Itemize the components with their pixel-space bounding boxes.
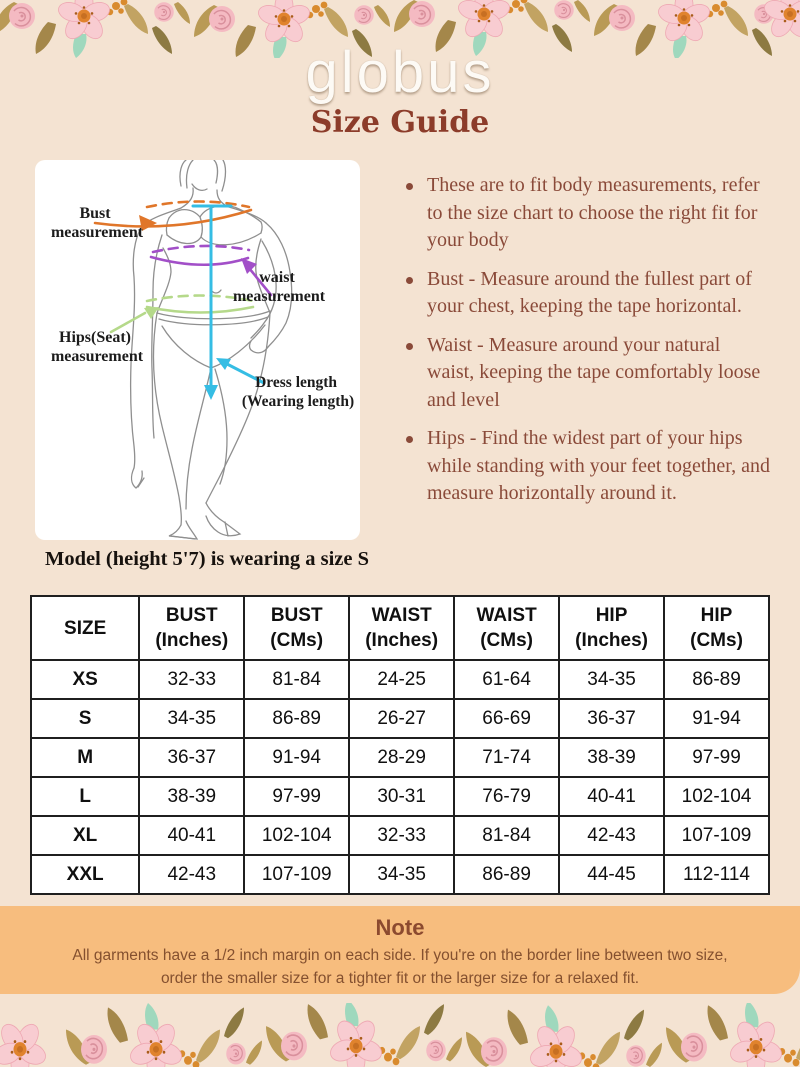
measurement-instructions [404, 172, 774, 519]
instruction-item [404, 425, 774, 508]
value-cell: 91-94 [244, 738, 349, 777]
value-cell: 28-29 [349, 738, 454, 777]
column-header-bust-cms: BUST (CMs) [244, 596, 349, 660]
value-cell: 112-114 [664, 855, 769, 894]
size-cell: S [31, 699, 139, 738]
column-header-hip-cms: HIP (CMs) [664, 596, 769, 660]
instruction-text: Bust - Measure around the fullest part of your chest, keeping the tape horizontal. [427, 267, 752, 317]
page-title: Size Guide [310, 105, 490, 140]
value-cell: 26-27 [349, 699, 454, 738]
value-cell: 97-99 [664, 738, 769, 777]
bullet-icon [406, 436, 413, 443]
size-cell: M [31, 738, 139, 777]
value-cell: 32-33 [349, 816, 454, 855]
value-cell: 42-43 [559, 816, 664, 855]
hips-measurement-line [111, 296, 253, 333]
instruction-text: These are to fit body measurements, refer to the size chart to choose the right fit for your body [427, 174, 760, 251]
instruction-text: Hips - Find the widest part of your hips while standing with your feet together, and measure horizontally around it. [427, 427, 770, 504]
column-header-waist-cms: WAIST (CMs) [454, 596, 559, 660]
size-cell: XL [31, 816, 139, 855]
value-cell: 40-41 [559, 777, 664, 816]
floral-border-bottom-icon [0, 1003, 800, 1067]
column-header-waist-inches: WAIST (Inches) [349, 596, 454, 660]
note-banner [0, 906, 800, 994]
value-cell: 38-39 [559, 738, 664, 777]
diagram-labels [51, 205, 354, 410]
value-cell: 61-64 [454, 660, 559, 699]
value-cell: 97-99 [244, 777, 349, 816]
value-cell: 44-45 [559, 855, 664, 894]
value-cell: 34-35 [139, 699, 244, 738]
model-caption: Model (height 5'7) is wearing a size S [45, 548, 369, 570]
column-header-bust-inches: BUST (Inches) [139, 596, 244, 660]
size-cell: XS [31, 660, 139, 699]
note-title: Note [375, 915, 425, 940]
dress-length-label: Dress length (Wearing length) [241, 374, 355, 410]
column-header-size: SIZE [31, 596, 139, 660]
value-cell: 36-37 [559, 699, 664, 738]
value-cell: 81-84 [454, 816, 559, 855]
table-row-m [31, 738, 769, 777]
value-cell: 86-89 [244, 699, 349, 738]
value-cell: 81-84 [244, 660, 349, 699]
instruction-item [404, 332, 774, 415]
value-cell: 30-31 [349, 777, 454, 816]
value-cell: 91-94 [664, 699, 769, 738]
value-cell: 71-74 [454, 738, 559, 777]
value-cell: 24-25 [349, 660, 454, 699]
table-row-xxl [31, 855, 769, 894]
body-measurement-diagram [35, 160, 360, 540]
header-row [31, 596, 769, 660]
bullet-icon [406, 277, 413, 284]
value-cell: 36-37 [139, 738, 244, 777]
measurement-diagram-panel [35, 160, 360, 540]
value-cell: 107-109 [244, 855, 349, 894]
size-cell: XXL [31, 855, 139, 894]
column-header-hip-inches: HIP (Inches) [559, 596, 664, 660]
value-cell: 32-33 [139, 660, 244, 699]
instruction-text: Waist - Measure around your natural waist, keeping the tape comfortably loose and level [427, 333, 761, 411]
bust-label: Bust measurement [50, 205, 144, 241]
waist-label: waist measurement [232, 269, 326, 305]
bullet-icon [406, 343, 413, 350]
value-cell: 76-79 [454, 777, 559, 816]
value-cell: 86-89 [664, 660, 769, 699]
brand-logo: globus [305, 40, 495, 105]
value-cell: 40-41 [139, 816, 244, 855]
table-row-xs [31, 660, 769, 699]
instruction-item [404, 172, 774, 255]
value-cell: 34-35 [559, 660, 664, 699]
instruction-item [404, 266, 774, 321]
table-row-s [31, 699, 769, 738]
table-row-xl [31, 816, 769, 855]
bullet-icon [406, 183, 413, 190]
value-cell: 107-109 [664, 816, 769, 855]
note-text: All garments have a 1/2 inch margin on each side. If you're on the border line between two size, order the smaller size for a tighter fit or the larger size for a relaxed fit. [72, 947, 728, 988]
value-cell: 86-89 [454, 855, 559, 894]
value-cell: 34-35 [349, 855, 454, 894]
value-cell: 42-43 [139, 855, 244, 894]
value-cell: 38-39 [139, 777, 244, 816]
value-cell: 102-104 [664, 777, 769, 816]
value-cell: 66-69 [454, 699, 559, 738]
table-row-l [31, 777, 769, 816]
size-chart-table [30, 595, 770, 895]
size-cell: L [31, 777, 139, 816]
value-cell: 102-104 [244, 816, 349, 855]
hips-label: Hips(Seat) measurement [50, 329, 144, 365]
